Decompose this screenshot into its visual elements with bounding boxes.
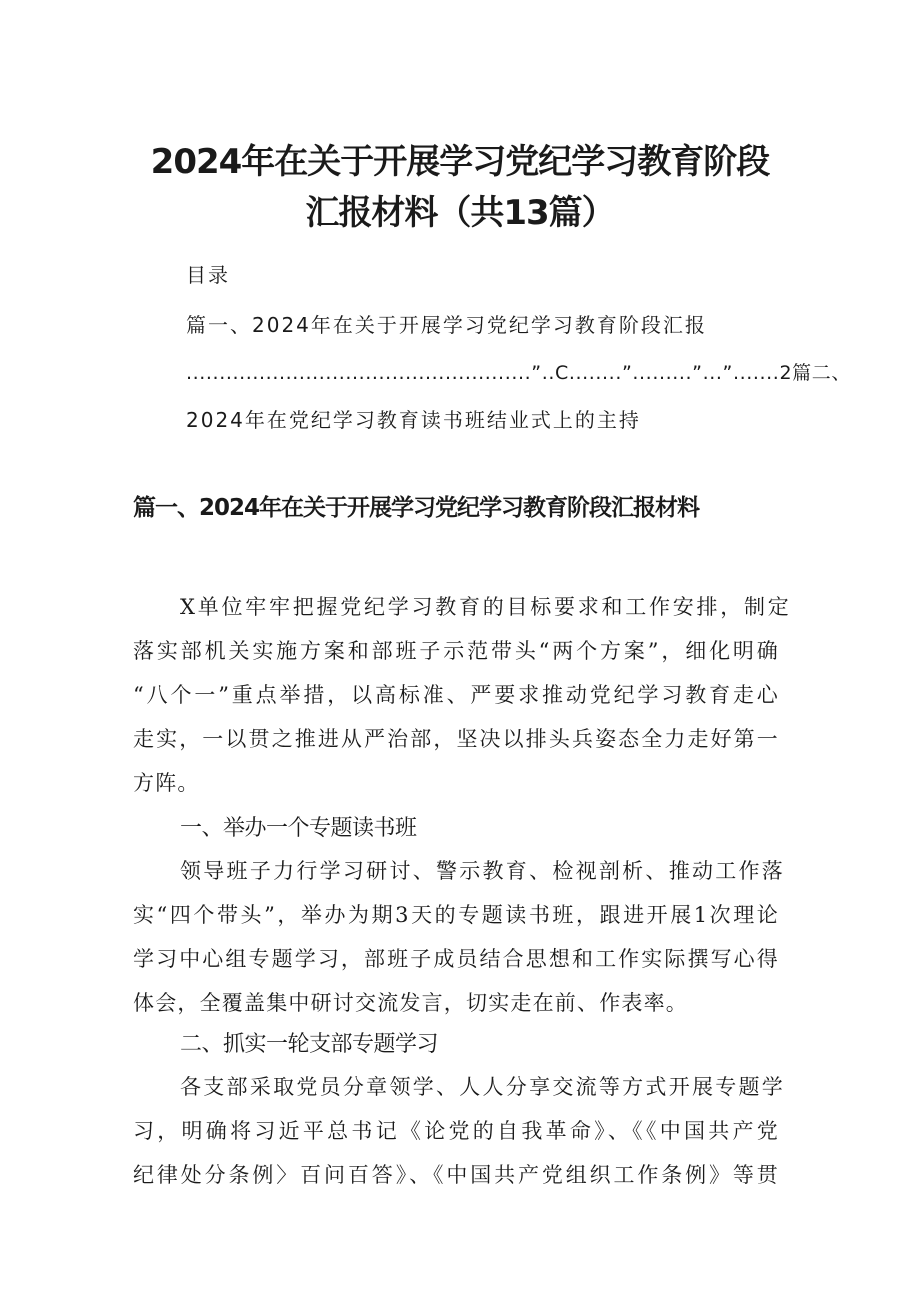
section-1-heading: 一、举办一个专题读书班 xyxy=(180,816,417,841)
intro-line-1: X单位牢牢把握党纪学习教育的目标要求和工作安排，制定 xyxy=(180,595,790,619)
document-title-line-1: 2024年在关于开展学习党纪学习教育阶段 xyxy=(150,142,770,182)
intro-line-3: “八个一”重点举措，以高标准、严要求推动党纪学习教育走心 xyxy=(133,683,779,707)
toc-entry-2: 2024年在党纪学习教育读书班结业式上的主持 xyxy=(186,408,641,432)
section-2-line-3: 纪律处分条例〉百问百答》、《中国共产党组织工作条例》等贯 xyxy=(133,1163,779,1187)
intro-line-4: 走实，一以贯之推进从严治部，坚决以排头兵姿态全力走好第一 xyxy=(133,727,779,751)
section-1-line-3: 学习中心组专题学习，部班子成员结合思想和工作实际撰写心得 xyxy=(133,947,779,971)
section-2-line-2: 习，明确将习近平总书记《论党的自我革命》、《《中国共产党 xyxy=(133,1119,779,1143)
intro-line-2: 落实部机关实施方案和部班子示范带头“两个方案”，细化明确 xyxy=(133,639,779,663)
toc-heading: 目录 xyxy=(186,263,230,287)
document-title-line-2: 汇报材料（共13篇） xyxy=(305,193,615,233)
section-1-line-2: 实“四个带头”，举办为期3天的专题读书班，跟进开展1次理论 xyxy=(133,903,779,927)
chapter-title: 篇一、2024年在关于开展学习党纪学习教育阶段汇报材料 xyxy=(133,495,700,521)
section-1-line-4: 体会，全覆盖集中研讨交流发言，切实走在前、作表率。 xyxy=(133,991,688,1015)
section-2-line-1: 各支部采取党员分章领学、人人分享交流等方式开展专题学 xyxy=(180,1075,784,1099)
toc-entry-1: 篇一、2024年在关于开展学习党纪学习教育阶段汇报 xyxy=(186,313,707,337)
toc-entry-dots: ....................................................”..C........”.........”...”.......2篇二、 xyxy=(186,362,851,384)
intro-line-5: 方阵。 xyxy=(133,771,200,795)
section-2-heading: 二、抓实一轮支部专题学习 xyxy=(180,1032,439,1057)
section-1-line-1: 领导班子力行学习研讨、警示教育、检视剖析、推动工作落 xyxy=(180,859,784,883)
